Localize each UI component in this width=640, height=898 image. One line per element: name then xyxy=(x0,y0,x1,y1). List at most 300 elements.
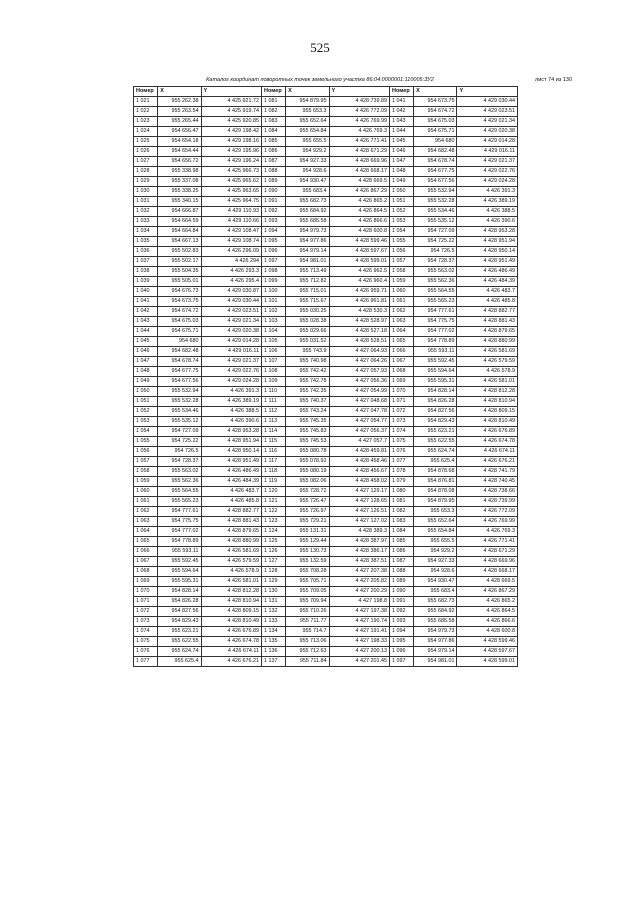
point-number: 1 125 xyxy=(261,537,285,547)
point-number: 1 047 xyxy=(134,357,158,367)
table-row xyxy=(134,127,518,137)
coord-y: 4 426 676.21 xyxy=(201,657,261,667)
coord-y: 4 426 674.78 xyxy=(201,637,261,647)
coord-y: 4 425 919.74 xyxy=(201,107,261,117)
coord-y: 4 426 769.99 xyxy=(329,117,389,127)
point-number: 1 093 xyxy=(389,617,413,627)
point-number: 1 103 xyxy=(261,317,285,327)
coord-x: 955 745.35 xyxy=(286,417,329,427)
point-number: 1 076 xyxy=(389,447,413,457)
point-number: 1 066 xyxy=(134,547,158,557)
coord-y: 4 429 108.47 xyxy=(201,227,261,237)
point-number: 1 057 xyxy=(389,257,413,267)
coord-x: 955 622.55 xyxy=(414,437,457,447)
coord-y: 4 426 581.69 xyxy=(457,347,518,357)
point-number: 1 050 xyxy=(134,387,158,397)
table-row xyxy=(134,137,518,147)
coord-y: 4 428 953.28 xyxy=(457,227,518,237)
table-row xyxy=(134,237,518,247)
coord-x: 954 728.37 xyxy=(414,257,457,267)
coord-x: 955 745.53 xyxy=(286,437,329,447)
coord-x: 955 078.92 xyxy=(286,457,329,467)
coord-x: 954 728.37 xyxy=(158,457,201,467)
point-number: 1 092 xyxy=(389,607,413,617)
point-number: 1 082 xyxy=(261,107,285,117)
page-number: 525 xyxy=(310,40,330,55)
coord-y: 4 426 485.8 xyxy=(201,497,261,507)
coord-x: 954 979.14 xyxy=(286,247,329,257)
coord-x: 955 711.77 xyxy=(286,617,329,627)
coord-y: 4 426 864.5 xyxy=(329,207,389,217)
coord-x: 954 664.59 xyxy=(158,217,201,227)
coord-y: 4 429 021.34 xyxy=(457,117,518,127)
table-caption: Каталог координат поворотных точек земельного участка 86:04:0000001:110005:ЗУ2 xyxy=(206,77,434,83)
table-row xyxy=(134,547,518,557)
coord-x: 954 778.89 xyxy=(414,337,457,347)
coord-y: 4 426 771.41 xyxy=(457,537,518,547)
point-number: 1 055 xyxy=(389,237,413,247)
coord-x: 954 827.56 xyxy=(414,407,457,417)
coord-y: 4 426 390.6 xyxy=(201,417,261,427)
coord-y: 4 429 024.28 xyxy=(457,177,518,187)
table-row xyxy=(134,557,518,567)
table-row xyxy=(134,637,518,647)
point-number: 1 070 xyxy=(389,387,413,397)
point-number: 1 104 xyxy=(261,327,285,337)
point-number: 1 070 xyxy=(134,587,158,597)
coord-y: 4 427 198.33 xyxy=(329,637,389,647)
point-number: 1 043 xyxy=(134,317,158,327)
coord-y: 4 428 600.8 xyxy=(329,227,389,237)
coord-x: 954 878.68 xyxy=(414,467,457,477)
point-number: 1 097 xyxy=(261,257,285,267)
point-number: 1 124 xyxy=(261,527,285,537)
coord-x: 954 680 xyxy=(158,337,201,347)
coord-y: 4 426 390.6 xyxy=(457,217,518,227)
table-row xyxy=(134,497,518,507)
coord-y: 4 429 110.93 xyxy=(201,207,261,217)
coord-x: 954 979.14 xyxy=(414,647,457,657)
point-number: 1 025 xyxy=(134,137,158,147)
coord-x: 955 713.49 xyxy=(286,267,329,277)
coord-x: 954 725.22 xyxy=(414,237,457,247)
coord-y: 4 429 195.96 xyxy=(201,147,261,157)
table-row xyxy=(134,437,518,447)
coord-x: 955 623.21 xyxy=(414,427,457,437)
point-number: 1 096 xyxy=(389,647,413,657)
point-number: 1 038 xyxy=(134,267,158,277)
coord-x: 954 676.73 xyxy=(158,287,201,297)
coord-y: 4 429 023.51 xyxy=(457,107,518,117)
coord-x: 954 928.6 xyxy=(286,167,329,177)
point-number: 1 093 xyxy=(261,217,285,227)
point-number: 1 040 xyxy=(134,287,158,297)
coord-x: 955 654.84 xyxy=(286,127,329,137)
coord-y: 4 426 483.7 xyxy=(457,287,518,297)
point-number: 1 078 xyxy=(389,467,413,477)
coord-x: 954 828.14 xyxy=(158,587,201,597)
coord-x: 955 532.94 xyxy=(414,187,457,197)
point-number: 1 069 xyxy=(389,377,413,387)
coord-x: 954 677.56 xyxy=(414,177,457,187)
coord-x: 954 666.87 xyxy=(158,207,201,217)
coord-x: 955 745.83 xyxy=(286,427,329,437)
point-number: 1 116 xyxy=(261,447,285,457)
table-row xyxy=(134,357,518,367)
coord-x: 954 979.73 xyxy=(414,627,457,637)
coord-y: 4 428 741.79 xyxy=(457,467,518,477)
point-number: 1 051 xyxy=(134,397,158,407)
sheet-counter: лист 74 из 130 xyxy=(535,77,573,83)
point-number: 1 087 xyxy=(389,557,413,567)
header-x: X xyxy=(158,87,201,97)
coord-x: 955 625.4 xyxy=(414,457,457,467)
coord-y: 4 428 881.43 xyxy=(457,317,518,327)
coord-x: 955 593.11 xyxy=(158,547,201,557)
coord-x: 954 656.72 xyxy=(158,157,201,167)
coord-x: 955 710.26 xyxy=(286,607,329,617)
table-row xyxy=(134,347,518,357)
coord-y: 4 426 579.59 xyxy=(201,557,261,567)
coord-y: 4 427 201.45 xyxy=(329,657,389,667)
coord-y: 4 429 021.34 xyxy=(201,317,261,327)
point-number: 1 046 xyxy=(389,147,413,157)
coord-x: 954 673.75 xyxy=(158,297,201,307)
point-number: 1 023 xyxy=(134,117,158,127)
point-number: 1 071 xyxy=(134,597,158,607)
coord-y: 4 425 964.75 xyxy=(201,197,261,207)
coord-x: 955 712.63 xyxy=(286,647,329,657)
coord-y: 4 426 294 xyxy=(201,257,261,267)
point-number: 1 065 xyxy=(389,337,413,347)
point-number: 1 062 xyxy=(134,507,158,517)
table-row xyxy=(134,117,518,127)
point-number: 1 107 xyxy=(261,357,285,367)
coord-x: 955 740.98 xyxy=(286,357,329,367)
table-row xyxy=(134,297,518,307)
point-number: 1 057 xyxy=(134,457,158,467)
coord-x: 954 928.6 xyxy=(414,567,457,577)
coord-x: 954 674.72 xyxy=(158,307,201,317)
coord-x: 955 624.74 xyxy=(158,647,201,657)
point-number: 1 059 xyxy=(134,477,158,487)
coord-x: 955 684.92 xyxy=(414,607,457,617)
coord-x: 955 740.37 xyxy=(286,397,329,407)
coord-y: 4 428 953.28 xyxy=(201,427,261,437)
coord-y: 4 429 022.76 xyxy=(201,367,261,377)
point-number: 1 085 xyxy=(261,137,285,147)
coord-y: 4 428 880.99 xyxy=(201,537,261,547)
coord-x: 955 502.17 xyxy=(158,257,201,267)
coord-y: 4 426 483.7 xyxy=(201,487,261,497)
coord-x: 954 673.75 xyxy=(414,97,457,107)
point-number: 1 122 xyxy=(261,507,285,517)
point-number: 1 111 xyxy=(261,397,285,407)
header-y: Y xyxy=(201,87,261,97)
coord-x: 954 827.56 xyxy=(158,607,201,617)
point-number: 1 080 xyxy=(389,487,413,497)
point-number: 1 073 xyxy=(134,617,158,627)
table-row xyxy=(134,227,518,237)
coord-y: 4 428 530.3 xyxy=(329,307,389,317)
coord-y: 4 426 389.19 xyxy=(201,397,261,407)
coord-x: 954 675.71 xyxy=(414,127,457,137)
table-row xyxy=(134,247,518,257)
coord-y: 4 428 809.15 xyxy=(457,407,518,417)
point-number: 1 115 xyxy=(261,437,285,447)
coord-x: 954 656.47 xyxy=(158,127,201,137)
point-number: 1 058 xyxy=(389,267,413,277)
coord-y: 4 426 864.5 xyxy=(457,607,518,617)
point-number: 1 024 xyxy=(134,127,158,137)
coord-y: 4 426 962.5 xyxy=(329,267,389,277)
coord-x: 954 678.74 xyxy=(158,357,201,367)
coord-y: 4 428 879.65 xyxy=(201,527,261,537)
coord-y: 4 426 485.8 xyxy=(457,297,518,307)
coord-x: 955 595.31 xyxy=(414,377,457,387)
coord-x: 955 337.08 xyxy=(158,177,201,187)
coord-x: 955 265.44 xyxy=(158,117,201,127)
coord-x: 955 535.12 xyxy=(414,217,457,227)
coord-y: 4 426 772.09 xyxy=(457,507,518,517)
coord-y: 4 426 388.5 xyxy=(201,407,261,417)
coord-y: 4 429 198.42 xyxy=(201,127,261,137)
coord-y: 4 429 030.44 xyxy=(201,297,261,307)
coord-y: 4 428 597.67 xyxy=(457,647,518,657)
coord-x: 955 682.73 xyxy=(286,197,329,207)
point-number: 1 062 xyxy=(389,307,413,317)
coord-y: 4 427 057.7 xyxy=(329,437,389,447)
coord-y: 4 429 023.51 xyxy=(201,307,261,317)
point-number: 1 089 xyxy=(389,577,413,587)
coord-y: 4 428 740.45 xyxy=(457,477,518,487)
coord-y: 4 429 021.37 xyxy=(201,357,261,367)
coord-y: 4 428 387.51 xyxy=(329,557,389,567)
point-number: 1 135 xyxy=(261,637,285,647)
coord-x: 954 977.86 xyxy=(286,237,329,247)
point-number: 1 077 xyxy=(134,657,158,667)
table-row xyxy=(134,647,518,657)
point-number: 1 084 xyxy=(389,527,413,537)
table-row xyxy=(134,107,518,117)
coord-x: 954 829.43 xyxy=(414,417,457,427)
coord-x: 954 929.2 xyxy=(414,547,457,557)
coord-y: 4 429 198.16 xyxy=(201,137,261,147)
point-number: 1 075 xyxy=(134,637,158,647)
point-number: 1 058 xyxy=(134,467,158,477)
point-number: 1 067 xyxy=(134,557,158,567)
coord-y: 4 426 866.6 xyxy=(457,617,518,627)
point-number: 1 137 xyxy=(261,657,285,667)
coord-x: 955 564.55 xyxy=(158,487,201,497)
coord-y: 4 428 951.94 xyxy=(457,237,518,247)
coord-x: 955 742.35 xyxy=(286,387,329,397)
point-number: 1 118 xyxy=(261,467,285,477)
point-number: 1 068 xyxy=(134,567,158,577)
coord-x: 955 565.23 xyxy=(158,497,201,507)
table-row xyxy=(134,267,518,277)
coord-x: 955 263.54 xyxy=(158,107,201,117)
coord-x: 954 930.47 xyxy=(286,177,329,187)
point-number: 1 026 xyxy=(134,147,158,157)
coord-y: 4 426 293.3 xyxy=(201,267,261,277)
coord-x: 954 929.2 xyxy=(286,147,329,157)
point-number: 1 086 xyxy=(389,547,413,557)
table-row xyxy=(134,287,518,297)
coord-x: 954 826.28 xyxy=(414,397,457,407)
point-number: 1 036 xyxy=(134,247,158,257)
coord-y: 4 426 772.09 xyxy=(329,107,389,117)
point-number: 1 133 xyxy=(261,617,285,627)
coord-y: 4 427 127.02 xyxy=(329,517,389,527)
point-number: 1 063 xyxy=(134,517,158,527)
point-number: 1 064 xyxy=(134,527,158,537)
coord-y: 4 428 669.96 xyxy=(329,157,389,167)
coord-y: 4 427 047.78 xyxy=(329,407,389,417)
table-row xyxy=(134,527,518,537)
table-row xyxy=(134,367,518,377)
coord-x: 954 979.73 xyxy=(286,227,329,237)
header-number: Номер xyxy=(389,87,413,97)
coord-x: 954 879.95 xyxy=(286,97,329,107)
point-number: 1 060 xyxy=(389,287,413,297)
coord-y: 4 429 110.66 xyxy=(201,217,261,227)
coord-y: 4 428 599.01 xyxy=(329,257,389,267)
coord-x: 954 727.09 xyxy=(414,227,457,237)
coord-x: 955 711.84 xyxy=(286,657,329,667)
point-number: 1 128 xyxy=(261,567,285,577)
coord-x: 955 622.55 xyxy=(158,637,201,647)
coord-x: 955 031.52 xyxy=(286,337,329,347)
coord-y: 4 426 581.01 xyxy=(457,377,518,387)
coord-y: 4 427 200.13 xyxy=(329,647,389,657)
coord-y: 4 428 882.77 xyxy=(457,307,518,317)
coord-y: 4 427 190.74 xyxy=(329,617,389,627)
coord-x: 954 680 xyxy=(414,137,457,147)
coord-y: 4 426 674.11 xyxy=(457,447,518,457)
table-row xyxy=(134,447,518,457)
point-number: 1 100 xyxy=(261,287,285,297)
point-number: 1 113 xyxy=(261,417,285,427)
point-number: 1 046 xyxy=(134,347,158,357)
point-number: 1 072 xyxy=(389,407,413,417)
coord-y: 4 426 676.89 xyxy=(457,427,518,437)
point-number: 1 090 xyxy=(261,187,285,197)
point-number: 1 106 xyxy=(261,347,285,357)
table-row xyxy=(134,597,518,607)
coord-x: 954 677.56 xyxy=(158,377,201,387)
point-number: 1 074 xyxy=(389,427,413,437)
coord-x: 955 726.47 xyxy=(286,497,329,507)
coord-y: 4 427 048.68 xyxy=(329,397,389,407)
coord-x: 954 726.5 xyxy=(414,247,457,257)
coord-y: 4 429 020.38 xyxy=(457,127,518,137)
coord-x: 954 879.95 xyxy=(414,497,457,507)
point-number: 1 061 xyxy=(389,297,413,307)
coord-x: 955 532.28 xyxy=(158,397,201,407)
coord-y: 4 428 458.46 xyxy=(329,457,389,467)
point-number: 1 034 xyxy=(134,227,158,237)
coord-y: 4 428 600.8 xyxy=(457,627,518,637)
point-number: 1 114 xyxy=(261,427,285,437)
table-row xyxy=(134,277,518,287)
coord-x: 954 682.48 xyxy=(414,147,457,157)
coord-y: 4 428 739.89 xyxy=(329,97,389,107)
coord-x: 955 655.5 xyxy=(286,137,329,147)
point-number: 1 063 xyxy=(389,317,413,327)
table-row xyxy=(134,257,518,267)
table-row xyxy=(134,487,518,497)
point-number: 1 072 xyxy=(134,607,158,617)
point-number: 1 130 xyxy=(261,587,285,597)
point-number: 1 073 xyxy=(389,417,413,427)
coord-x: 955 743.9 xyxy=(286,347,329,357)
point-number: 1 082 xyxy=(389,507,413,517)
coord-x: 954 654.44 xyxy=(158,147,201,157)
coord-y: 4 428 879.65 xyxy=(457,327,518,337)
point-number: 1 041 xyxy=(389,97,413,107)
point-number: 1 035 xyxy=(134,237,158,247)
table-row xyxy=(134,507,518,517)
coord-x: 955 682.73 xyxy=(414,597,457,607)
table-row xyxy=(134,567,518,577)
coord-x: 955 684.92 xyxy=(286,207,329,217)
point-number: 1 090 xyxy=(389,587,413,597)
coord-x: 955 080.78 xyxy=(286,447,329,457)
coord-y: 4 428 527.18 xyxy=(329,327,389,337)
point-number: 1 081 xyxy=(389,497,413,507)
coord-x: 955 129.44 xyxy=(286,537,329,547)
coord-x: 954 777.02 xyxy=(158,527,201,537)
point-number: 1 102 xyxy=(261,307,285,317)
coord-y: 4 428 669.5 xyxy=(457,577,518,587)
header-number: Номер xyxy=(134,87,158,97)
coord-x: 954 778.89 xyxy=(158,537,201,547)
coord-x: 955 742.78 xyxy=(286,377,329,387)
coord-x: 955 624.74 xyxy=(414,447,457,457)
point-number: 1 109 xyxy=(261,377,285,387)
coord-x: 955 683.4 xyxy=(286,187,329,197)
coord-y: 4 428 951.49 xyxy=(457,257,518,267)
point-number: 1 077 xyxy=(389,457,413,467)
point-number: 1 126 xyxy=(261,547,285,557)
coord-y: 4 426 676.21 xyxy=(457,457,518,467)
coord-x: 955 532.94 xyxy=(158,387,201,397)
coord-x: 954 927.33 xyxy=(286,157,329,167)
coord-y: 4 428 951.94 xyxy=(201,437,261,447)
table-body xyxy=(134,97,518,667)
point-number: 1 044 xyxy=(134,327,158,337)
coord-x: 955 562.36 xyxy=(158,477,201,487)
coord-y: 4 425 966.73 xyxy=(201,167,261,177)
coord-y: 4 426 674.11 xyxy=(201,647,261,657)
coord-y: 4 426 959.71 xyxy=(329,287,389,297)
table-row xyxy=(134,317,518,327)
coord-x: 955 625.4 xyxy=(158,657,201,667)
point-number: 1 105 xyxy=(261,337,285,347)
coord-y: 4 426 296.09 xyxy=(201,247,261,257)
coord-y: 4 425 965.62 xyxy=(201,177,261,187)
point-number: 1 037 xyxy=(134,257,158,267)
coord-x: 955 623.21 xyxy=(158,627,201,637)
header-row xyxy=(134,87,518,97)
point-number: 1 050 xyxy=(389,187,413,197)
coord-x: 955 594.64 xyxy=(414,367,457,377)
point-number: 1 031 xyxy=(134,197,158,207)
point-number: 1 030 xyxy=(134,187,158,197)
coord-x: 955 594.64 xyxy=(158,567,201,577)
table-row xyxy=(134,627,518,637)
